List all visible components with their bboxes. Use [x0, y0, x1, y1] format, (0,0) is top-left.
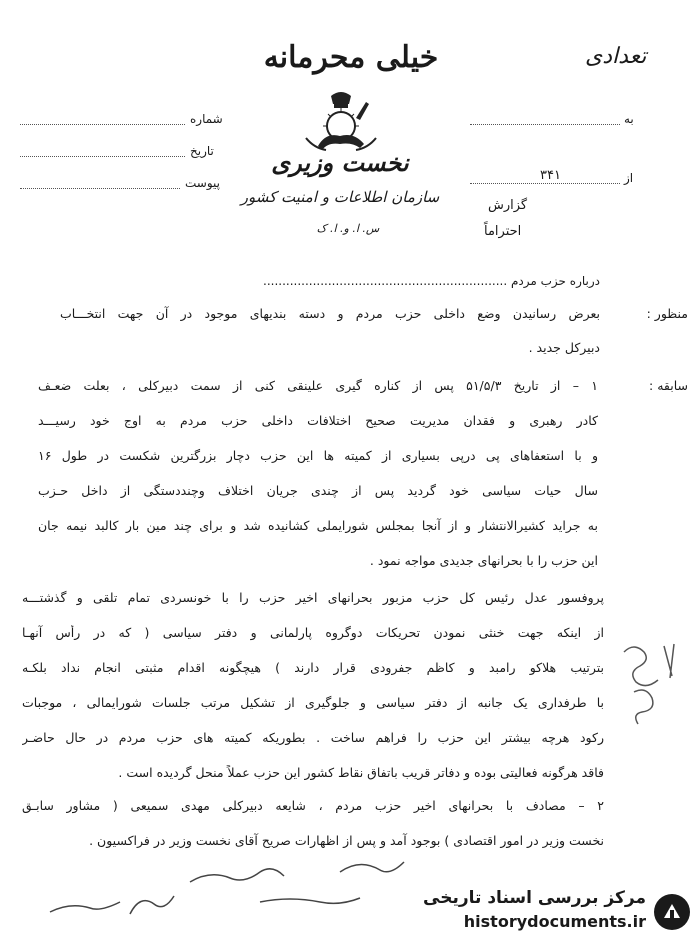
background-line: این حزب را با بحرانهای جدیدی مواجه نمود .	[369, 553, 598, 568]
purpose-line: بعرض رسانیدن وضع داخلی حزب مردم و دسته بندیهای موجود در آن جهت انتخـــاب	[60, 306, 600, 321]
brand-name-en: historydocuments.ir	[463, 912, 646, 931]
background-line: سال حیات سیاسی خود گردید پس از چندی جریان اختلاف وچنددستگی از داخل حـزب	[38, 483, 598, 498]
paragraph-line: بترتیب هلاکو رامبد و کاظم جفرودی قرار دارند ) هیچگونه اقدام مثبتی انجام نداد بلکـه	[22, 660, 604, 675]
from-label: از	[624, 171, 634, 185]
background-paragraph	[38, 378, 598, 588]
purpose-paragraph	[60, 306, 600, 368]
organization-name: سازمان اطلاعات و امنیت کشور	[240, 188, 440, 206]
paragraph-line: از اینکه جهت خنثی نمودن تحریکات دوگروه پارلمانی و دفتر سیاسی ( که در رأس آنهـا	[22, 625, 604, 640]
to-line	[470, 124, 620, 125]
classification-heading: خیلی محرمانه	[263, 40, 439, 75]
subject-line: درباره حزب مردم ................................................................	[263, 274, 600, 288]
background-line: و با استعفاهای پی درپی بسیاری از کمیته ها این حزب دچار بزرگترین شکست در طول ۱۶	[38, 448, 598, 463]
subject-label: درباره	[569, 274, 600, 288]
background-line: ۱ – از تاریخ ۵۱/۵/۳ پس از کناره گیری علینقی کنی از سمت دبیرکلی ، بعلت ضعـف	[38, 378, 598, 393]
archive-logo-icon	[652, 892, 692, 932]
background-line: به جراید کشیرالانتشار و از آنجا بمجلس شورایملی کشانیده شد و برای چند مین بار کالبد نیمه جان	[38, 518, 598, 533]
paragraph-line: نخست وزیر در امور اقتصادی ) بوجود آمد و پس از اظهارات صریح آقای نخست وزیر در فراکسیون .	[89, 833, 604, 848]
handwritten-margin-note	[604, 632, 694, 742]
number-label: شماره	[190, 112, 223, 126]
respect-label: احتراماً	[484, 224, 522, 239]
handwritten-signature	[40, 842, 410, 932]
report-label: گزارش	[488, 198, 528, 213]
date-line	[20, 156, 185, 157]
from-line	[470, 183, 620, 184]
paragraph-line: رکود هرچه بیشتر این حزب را فراهم ساخت . بطوریکه کمیته های حزب مردم در حال حاضـر	[22, 730, 604, 745]
subject-value: حزب مردم	[510, 274, 566, 288]
attachment-line	[20, 188, 180, 189]
office-title: نخست وزیری	[271, 148, 409, 177]
number-line	[20, 124, 185, 125]
paragraph-two	[22, 590, 604, 800]
to-label: به	[624, 112, 634, 126]
background-line: کادر رهبری و فقدان مدیریت صحیح اختلافات داخلی حزب مردم به اوج خود رسیـــد	[38, 413, 598, 428]
footer-watermark	[408, 888, 698, 936]
department-code: س. ا. و. ا. ک	[316, 222, 380, 235]
background-label: سابقه :	[649, 378, 688, 393]
brand-name-fa: مرکز بررسی اسناد تاریخی	[423, 888, 646, 908]
count-label: تعدادی	[585, 44, 647, 69]
attachment-label: پیوست	[185, 176, 220, 190]
purpose-label: منظور :	[646, 306, 688, 321]
date-label: تاریخ	[190, 144, 214, 158]
purpose-line: دبیرکل جدید .	[528, 340, 600, 355]
paragraph-line: ۲ – مصادف با بحرانهای اخیر حزب مردم ، شایعه دبیرکلی مهدی سمیعی ( مشاور سابـق	[22, 798, 604, 813]
from-value: ۳۴۱	[540, 168, 561, 183]
paragraph-line: با طرفداری یک جانبه از دفتر سیاسی و جلوگیری از تشکیل مرتب جلسات شورایمالی ، موجبات	[22, 695, 604, 710]
paragraph-line: فاقد هرگونه فعالیتی بوده و دفاتر قریب باتفاق نقاط کشور این حزب عملاً منحل گردیده است .	[118, 765, 604, 780]
paragraph-line: پروفسور عدل رئیس کل حزب مزبور بحرانهای اخیر حزب را با خونسردی تمام تلقی و گذشتـــه	[22, 590, 604, 605]
